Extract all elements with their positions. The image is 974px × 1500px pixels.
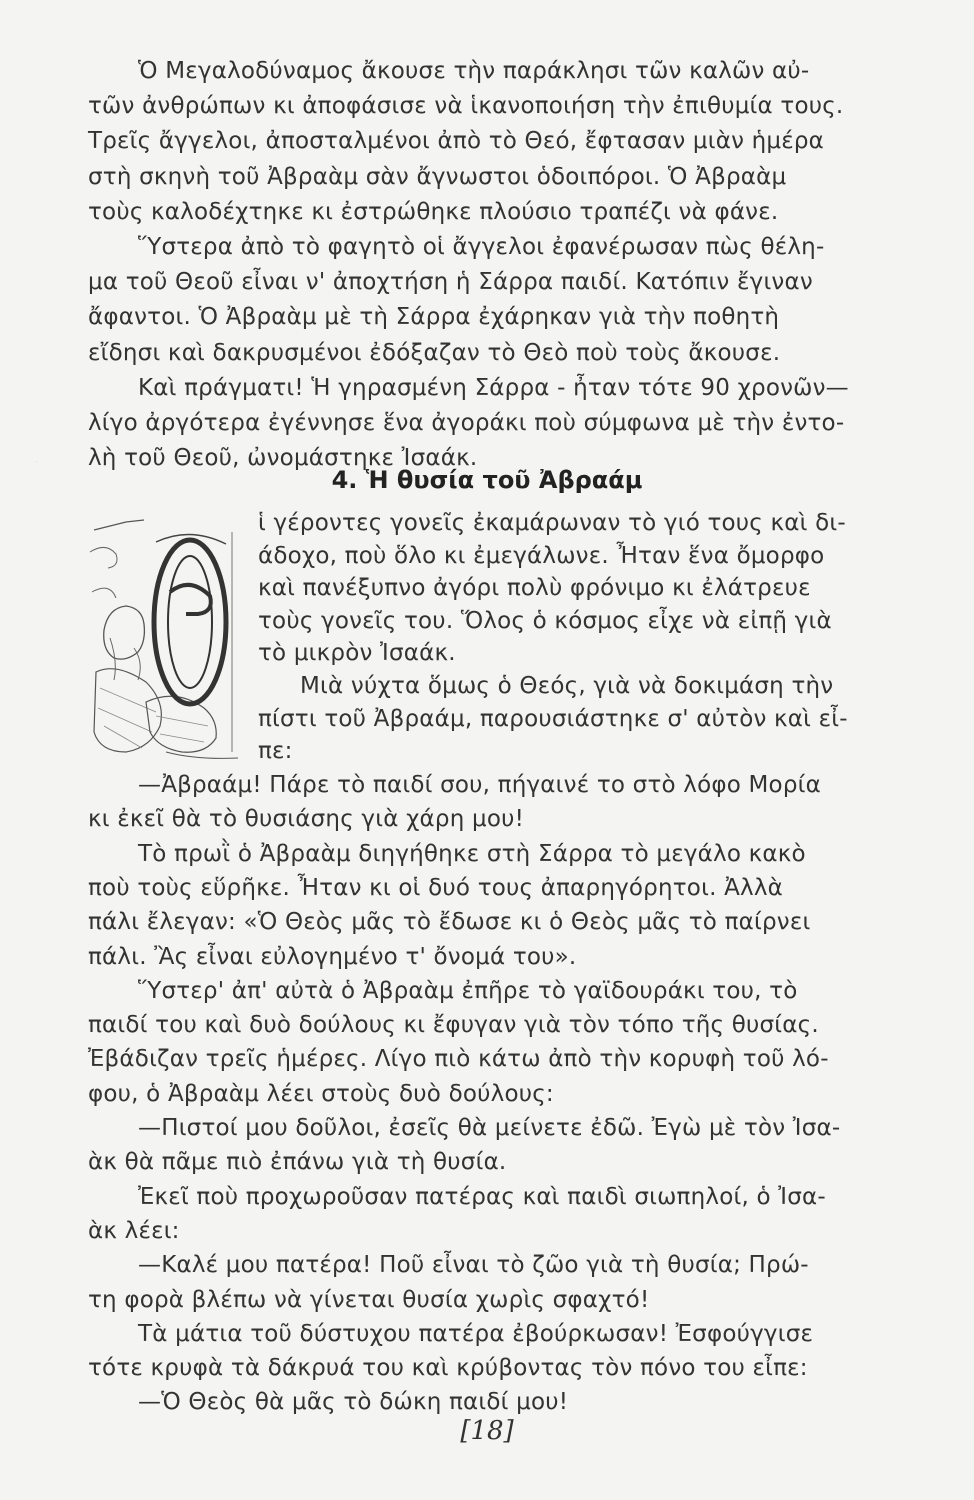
text-line: ποὺ τοὺς εὕρῆκε. Ἦταν κι οἱ δυό τους ἀπαρηγόρητοι. Ἀλλὰ [88, 874, 784, 901]
text-line: λὴ τοῦ Θεοῦ, ὠνομάστηκε Ἰσαάκ. [88, 445, 478, 472]
text-line: Τὸ πρωῒ ὁ Ἀβραὰμ διηγήθηκε στὴ Σάρρα τὸ μεγάλο κακὸ [138, 840, 806, 867]
text-line: Καὶ πράγματι! Ἡ γηρασμένη Σάρρα - ἦταν τότε 90 χρονῶν— [138, 374, 849, 401]
text-line: Ἐβάδιζαν τρεῖς ἡμέρες. Λίγο πιὸ κάτω ἀπὸ τὴν κορυφὴ τοῦ λό- [88, 1046, 829, 1073]
page-number: [18] [460, 1416, 514, 1446]
text-line: —Πιστοί μου δοῦλοι, ἐσεῖς θὰ μείνετε ἐδῶ. Ἐγὼ μὲ τὸν Ἰσα- [138, 1115, 841, 1141]
text-line: ἄφαντοι. Ὁ Ἀβραὰμ μὲ τὴ Σάρρα ἐχάρηκαν γιὰ τὴν ποθητὴ [88, 304, 780, 331]
text-line: Ὁ Μεγαλοδύναμος ἄκουσε τὴν παράκλησι τῶν καλῶν αὐ- [138, 58, 810, 84]
text-line: λίγο ἀργότερα ἐγέννησε ἕνα ἀγοράκι ποὺ σύμφωνα μὲ τὴν ἐντο- [88, 410, 845, 436]
text-line: πάλι. Ἂς εἶναι εὐλογημένο τ' ὄνομά του». [88, 943, 577, 970]
text-line: τῶν ἀνθρώπων κι ἀποφάσισε νὰ ἱκανοποιήση τὴν ἐπιθυμία τους. [88, 93, 844, 120]
text-line: φου, ὁ Ἀβραὰμ λέει στοὺς δυὸ δούλους: [88, 1080, 554, 1107]
dropcap-letter: Θ [36, 462, 37, 463]
text-line: καὶ πανέξυπνο ἀγόρι πολὺ φρόνιμο κι ἐλάτρευε [258, 575, 811, 602]
text-line: κι ἐκεῖ θὰ τὸ θυσιάσης γιὰ χάρη μου! [88, 806, 525, 833]
section-heading: 4. Ἡ θυσία τοῦ Ἀβραάμ [331, 466, 643, 494]
text-line: ὰκ λέει: [88, 1217, 180, 1244]
text-line: εἴδησι καὶ δακρυσμένοι ἐδόξαζαν τὸ Θεὸ ποὺ τοὺς ἄκουσε. [88, 339, 781, 366]
text-line: πίστι τοῦ Ἀβραάμ, παρουσιάστηκε σ' αὐτὸν καὶ εἶ- [258, 705, 848, 732]
text-line: Ἐκεῖ ποὺ προχωροῦσαν πατέρας καὶ παιδὶ σιωπηλοί, ὁ Ἰσα- [138, 1183, 826, 1210]
text-line: —Καλέ μου πατέρα! Ποῦ εἶναι τὸ ζῶο γιὰ τὴ θυσία; Πρώ- [138, 1252, 809, 1279]
text-line: στὴ σκηνὴ τοῦ Ἀβραὰμ σὰν ἄγνωστοι ὁδοιπόροι. Ὁ Ἀβραὰμ [88, 163, 787, 190]
text-line: Τρεῖς ἄγγελοι, ἀποσταλμένοι ἀπὸ τὸ Θεό, ἔφτασαν μιὰν ἡμέρα [88, 128, 825, 155]
text-line: Ὕστερ' ἀπ' αὐτὰ ὁ Ἀβραὰμ ἐπῆρε τὸ γαϊδουράκι του, τὸ [138, 977, 798, 1004]
dropcap-illustration [36, 462, 252, 770]
text-line: Μιὰ νύχτα ὅμως ὁ Θεός, γιὰ νὰ δοκιμάση τὴν [300, 673, 834, 699]
text-line: τότε κρυφὰ τὰ δάκρυά του καὶ κρύβοντας τὸν πόνο του εἶπε: [88, 1355, 808, 1382]
text-line: Ὕστερα ἀπὸ τὸ φαγητὸ οἱ ἄγγελοι ἐφανέρωσαν πὼς θέλη- [138, 234, 825, 260]
text-line: —Ὁ Θεὸς θὰ μᾶς τὸ δώκη παιδί μου! [138, 1389, 569, 1416]
text-line: τὸ μικρὸν Ἰσαάκ. [258, 640, 456, 667]
text-line: τοὺς γονεῖς του. Ὅλος ὁ κόσμος εἶχε νὰ εἰπῇ γιὰ [258, 607, 832, 634]
text-line: άδοχο, ποὺ ὅλο κι ἐμεγάλωνε. Ἦταν ἕνα ὄμορφο [258, 542, 825, 569]
text-line: τοὺς καλοδέχτηκε κι ἐστρώθηκε πλούσιο τραπέζι νὰ φάνε. [88, 198, 779, 225]
text-line: ἱ γέροντες γονεῖς ἐκαμάρωναν τὸ γιό τους καὶ δι- [258, 510, 846, 536]
text-line: μα τοῦ Θεοῦ εἶναι ν' ἀποχτήση ἡ Σάρρα παιδί. Κατόπιν ἔγιναν [88, 269, 813, 296]
text-line: ὰκ θὰ πᾶμε πιὸ ἐπάνω γιὰ τὴ θυσία. [88, 1149, 507, 1176]
text-line: πε: [258, 738, 293, 765]
text-line: Τὰ μάτια τοῦ δύστυχου πατέρα ἐβούρκωσαν! Ἐσφούγγισε [138, 1320, 814, 1347]
text-line: τη φορὰ βλέπω νὰ γίνεται θυσία χωρὶς σφαχτό! [88, 1286, 650, 1313]
text-line: παιδί του καὶ δυὸ δούλους κι ἔφυγαν γιὰ τὸν τόπο τῆς θυσίας. [88, 1012, 819, 1039]
text-line: πάλι ἔλεγαν: «Ὁ Θεὸς μᾶς τὸ ἔδωσε κι ὁ Θεὸς μᾶς τὸ παίρνει [88, 909, 811, 936]
text-line: —Ἀβραάμ! Πάρε τὸ παιδί σου, πήγαινέ το στὸ λόφο Μορία [138, 772, 821, 798]
